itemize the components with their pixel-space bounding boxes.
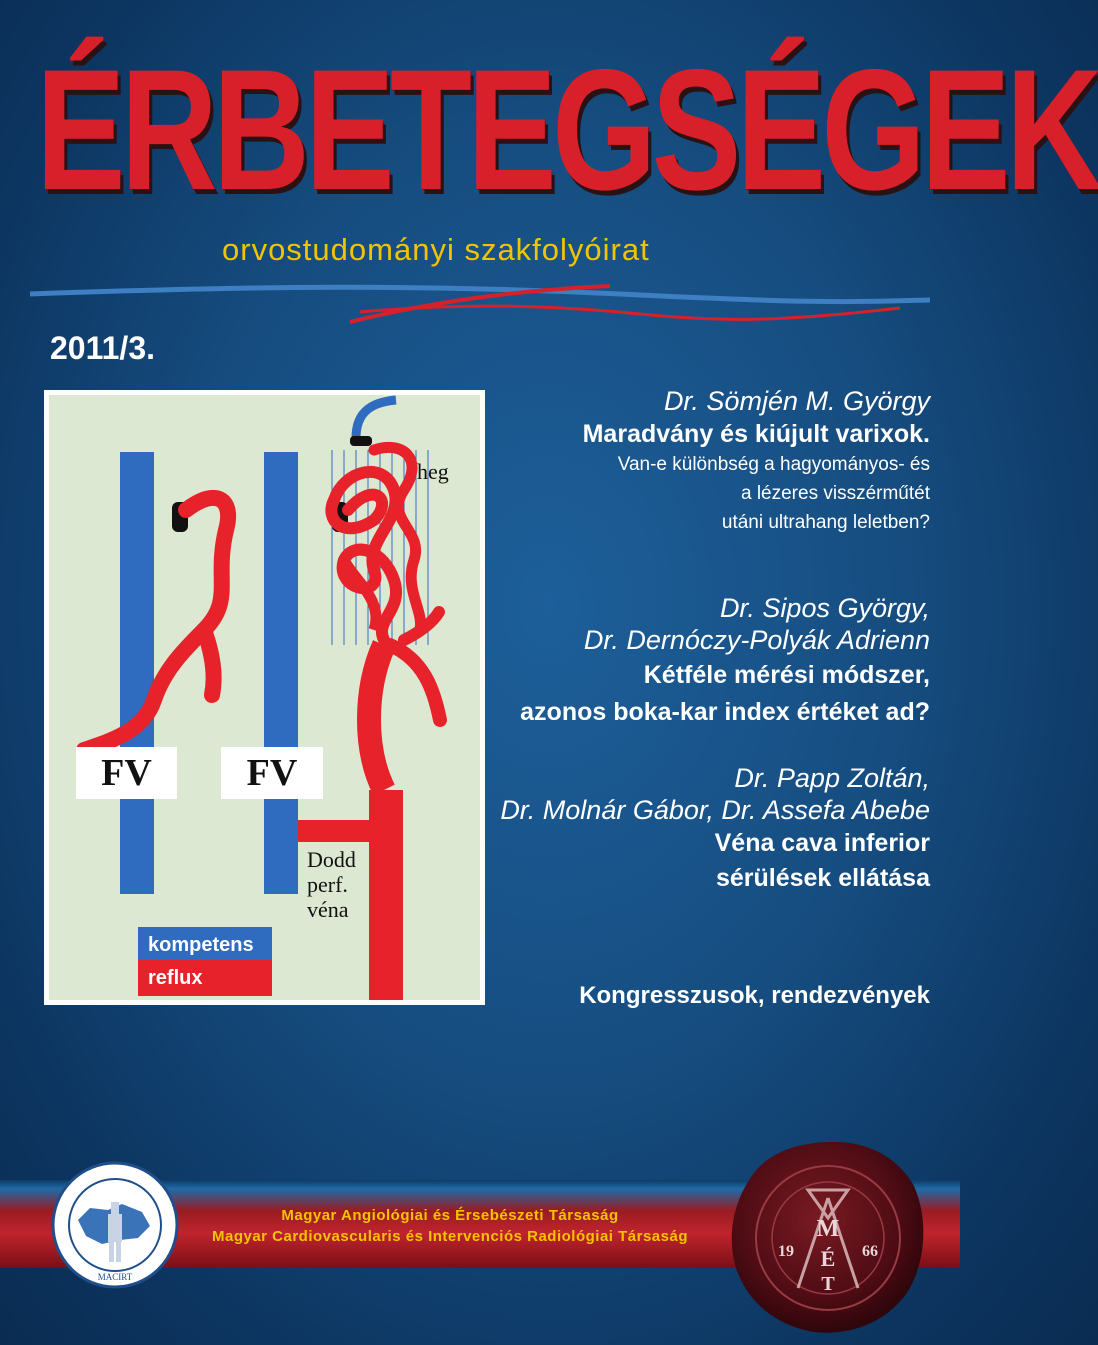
article-title: azonos boka-kar index értéket ad? bbox=[520, 698, 930, 726]
section-congresses: Kongresszusok, rendezvények bbox=[579, 982, 930, 1009]
article-2 bbox=[470, 592, 930, 732]
article-author: Dr. Dernóczy-Polyák Adrienn bbox=[583, 625, 930, 655]
seal-year-left: 19 bbox=[778, 1243, 794, 1260]
article-author: Dr. Molnár Gábor, Dr. Assefa Abebe bbox=[500, 795, 930, 825]
dodd-label-line3: véna bbox=[307, 897, 349, 922]
article-author: Dr. Sömjén M. György bbox=[663, 386, 930, 416]
article-author: Dr. Papp Zoltán, bbox=[734, 763, 930, 793]
article-title: Kétféle mérési módszer, bbox=[643, 661, 930, 689]
society-line-1: Magyar Angiológiai és Érsebészeti Társaság bbox=[281, 1207, 619, 1224]
decorative-swoosh bbox=[0, 272, 960, 332]
article-3 bbox=[470, 762, 930, 894]
macirt-seal-logo bbox=[50, 1160, 180, 1290]
article-subtitle: utáni ultrahang leletben? bbox=[721, 512, 930, 533]
issue-number: 2011/3. bbox=[50, 330, 155, 366]
article-list bbox=[470, 385, 930, 894]
legend-kompetens: kompetens bbox=[138, 927, 272, 963]
heg-label: heg bbox=[417, 459, 449, 484]
fv-label-left: FV bbox=[76, 747, 177, 799]
article-title: sérülések ellátása bbox=[715, 864, 930, 892]
dodd-perforator bbox=[298, 820, 378, 842]
dodd-label-line1: Dodd bbox=[307, 847, 356, 872]
seal-letter-bottom: T bbox=[821, 1273, 835, 1295]
article-title: Maradvány és kiújult varixok. bbox=[582, 420, 930, 448]
fv-label-right: FV bbox=[221, 747, 323, 799]
seal-year-right: 66 bbox=[862, 1243, 878, 1260]
article-author: Dr. Sipos György, bbox=[719, 593, 930, 623]
vein-diagram bbox=[44, 390, 485, 1005]
article-subtitle: a lézeres visszérműtét bbox=[740, 483, 930, 504]
article-subtitle: Van-e különbség a hagyományos- és bbox=[617, 454, 930, 475]
dodd-label-line2: perf. bbox=[307, 872, 348, 897]
seal-letter-top: M bbox=[816, 1216, 840, 1242]
article-title: Véna cava inferior bbox=[714, 829, 930, 857]
mat-wax-seal bbox=[728, 1138, 928, 1338]
society-line-2: Magyar Cardiovascularis és Intervenciós Radiológiai Társaság bbox=[211, 1228, 688, 1245]
article-1 bbox=[470, 385, 930, 560]
journal-title: ÉRBETEGSÉGEK bbox=[36, 34, 1098, 226]
legend-reflux: reflux bbox=[138, 960, 272, 996]
seal-left-abbr: MACIRT bbox=[97, 1272, 133, 1282]
seal-letter-mid: É bbox=[820, 1246, 836, 1271]
journal-subtitle: orvostudományi szakfolyóirat bbox=[222, 232, 650, 267]
